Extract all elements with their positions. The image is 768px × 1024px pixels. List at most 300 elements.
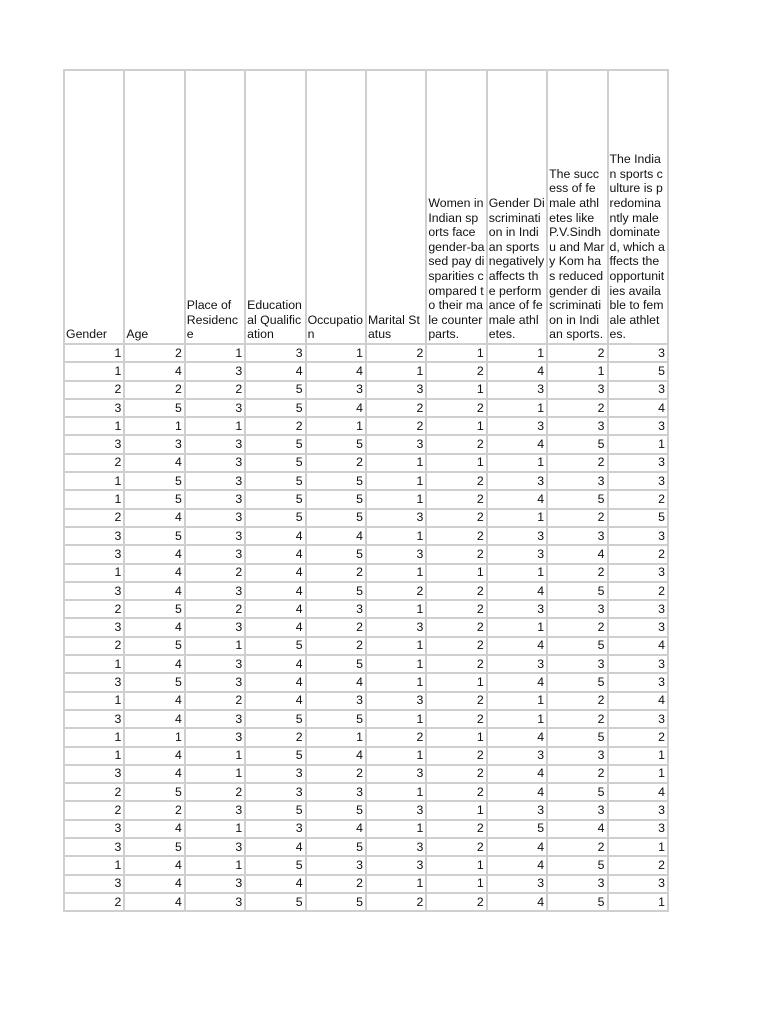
table-row — [64, 801, 668, 819]
table-cell: 2 — [426, 545, 486, 563]
table-cell: 1 — [487, 399, 547, 417]
table-cell: 4 — [306, 820, 366, 838]
table-cell: 3 — [547, 655, 607, 673]
table-cell: 1 — [426, 344, 486, 362]
table-cell: 3 — [608, 618, 668, 636]
table-cell: 2 — [366, 344, 426, 362]
table-cell: 5 — [245, 856, 305, 874]
table-cell: 1 — [124, 728, 184, 746]
table-cell: 3 — [366, 435, 426, 453]
table-cell: 5 — [306, 801, 366, 819]
table-cell: 5 — [245, 893, 305, 911]
table-row — [64, 673, 668, 691]
table-cell: 1 — [185, 747, 245, 765]
table-row — [64, 637, 668, 655]
table-cell: 1 — [608, 893, 668, 911]
table-cell: 2 — [64, 509, 124, 527]
table-cell: 2 — [547, 344, 607, 362]
table-cell: 2 — [547, 618, 607, 636]
table-cell: 3 — [487, 600, 547, 618]
table-cell: 2 — [426, 618, 486, 636]
table-cell: 1 — [487, 344, 547, 362]
table-row — [64, 820, 668, 838]
table-cell: 2 — [608, 582, 668, 600]
table-row — [64, 747, 668, 765]
table-cell: 4 — [487, 582, 547, 600]
table-cell: 4 — [306, 527, 366, 545]
table-cell: 4 — [306, 673, 366, 691]
table-cell: 3 — [185, 801, 245, 819]
table-row — [64, 490, 668, 508]
table-cell: 3 — [366, 381, 426, 399]
table-cell: 4 — [245, 600, 305, 618]
table-cell: 5 — [306, 582, 366, 600]
table-cell: 3 — [366, 618, 426, 636]
table-cell: 5 — [608, 362, 668, 380]
table-row — [64, 454, 668, 472]
table-cell: 5 — [245, 381, 305, 399]
table-body — [64, 344, 668, 911]
table-cell: 4 — [124, 875, 184, 893]
table-row — [64, 545, 668, 563]
table-cell: 1 — [366, 490, 426, 508]
table-cell: 3 — [547, 527, 607, 545]
table-cell: 3 — [185, 673, 245, 691]
table-cell: 2 — [306, 875, 366, 893]
table-row — [64, 728, 668, 746]
table-cell: 3 — [306, 783, 366, 801]
table-cell: 4 — [124, 710, 184, 728]
table-cell: 5 — [245, 801, 305, 819]
table-cell: 1 — [366, 747, 426, 765]
table-cell: 5 — [547, 783, 607, 801]
table-cell: 5 — [124, 783, 184, 801]
table-cell: 3 — [124, 435, 184, 453]
table-cell: 2 — [426, 490, 486, 508]
table-cell: 1 — [366, 710, 426, 728]
table-cell: 1 — [426, 728, 486, 746]
table-cell: 4 — [487, 435, 547, 453]
table-cell: 4 — [306, 362, 366, 380]
table-cell: 4 — [245, 838, 305, 856]
table-cell: 3 — [64, 527, 124, 545]
table-row — [64, 435, 668, 453]
table-cell: 2 — [426, 527, 486, 545]
table-cell: 5 — [306, 545, 366, 563]
table-cell: 1 — [608, 747, 668, 765]
survey-data-table — [63, 69, 669, 912]
table-cell: 4 — [487, 765, 547, 783]
header-gender-discrimination-performance: Gender Discrimination in Indian sports negatively affects the performance of female athletes. — [487, 70, 547, 344]
table-cell: 2 — [306, 454, 366, 472]
table-cell: 3 — [306, 600, 366, 618]
table-cell: 2 — [426, 838, 486, 856]
table-row — [64, 655, 668, 673]
table-cell: 4 — [487, 490, 547, 508]
table-cell: 1 — [306, 417, 366, 435]
table-cell: 3 — [185, 435, 245, 453]
table-cell: 3 — [608, 801, 668, 819]
table-cell: 2 — [185, 600, 245, 618]
header-pay-disparities: Women in Indian sports face gender-based pay disparities compared to their male counterparts. — [426, 70, 486, 344]
table-cell: 2 — [64, 381, 124, 399]
table-cell: 2 — [608, 545, 668, 563]
table-cell: 4 — [547, 545, 607, 563]
table-cell: 4 — [124, 509, 184, 527]
table-cell: 3 — [185, 893, 245, 911]
table-cell: 4 — [306, 747, 366, 765]
table-row — [64, 783, 668, 801]
table-cell: 3 — [64, 875, 124, 893]
table-cell: 3 — [245, 344, 305, 362]
table-cell: 5 — [124, 399, 184, 417]
table-row — [64, 893, 668, 911]
table-cell: 3 — [185, 838, 245, 856]
table-cell: 2 — [426, 747, 486, 765]
table-cell: 3 — [547, 381, 607, 399]
table-cell: 3 — [64, 838, 124, 856]
table-cell: 5 — [124, 527, 184, 545]
table-cell: 2 — [124, 381, 184, 399]
table-cell: 4 — [124, 765, 184, 783]
table-cell: 3 — [547, 417, 607, 435]
table-cell: 4 — [487, 728, 547, 746]
table-cell: 1 — [487, 710, 547, 728]
table-cell: 1 — [426, 856, 486, 874]
table-cell: 3 — [64, 710, 124, 728]
table-row — [64, 856, 668, 874]
table-cell: 1 — [487, 454, 547, 472]
table-cell: 5 — [124, 600, 184, 618]
table-cell: 3 — [185, 527, 245, 545]
table-row — [64, 399, 668, 417]
table-cell: 3 — [608, 820, 668, 838]
table-row — [64, 417, 668, 435]
table-cell: 3 — [487, 545, 547, 563]
table-cell: 3 — [487, 655, 547, 673]
table-cell: 2 — [185, 783, 245, 801]
table-cell: 5 — [306, 710, 366, 728]
table-cell: 1 — [64, 856, 124, 874]
table-cell: 1 — [426, 673, 486, 691]
table-cell: 2 — [306, 765, 366, 783]
table-cell: 3 — [64, 435, 124, 453]
table-cell: 5 — [547, 637, 607, 655]
table-cell: 4 — [124, 564, 184, 582]
table-cell: 1 — [366, 600, 426, 618]
table-cell: 5 — [245, 637, 305, 655]
table-cell: 3 — [366, 509, 426, 527]
table-cell: 5 — [306, 435, 366, 453]
table-cell: 1 — [64, 344, 124, 362]
table-cell: 2 — [547, 564, 607, 582]
table-cell: 1 — [64, 362, 124, 380]
table-cell: 4 — [245, 545, 305, 563]
table-cell: 1 — [64, 747, 124, 765]
table-cell: 3 — [185, 362, 245, 380]
table-cell: 4 — [487, 637, 547, 655]
table-cell: 5 — [306, 472, 366, 490]
table-cell: 2 — [426, 600, 486, 618]
table-row — [64, 381, 668, 399]
table-cell: 3 — [64, 673, 124, 691]
table-cell: 3 — [185, 655, 245, 673]
table-cell: 1 — [185, 344, 245, 362]
table-cell: 2 — [366, 893, 426, 911]
table-cell: 2 — [366, 582, 426, 600]
table-cell: 3 — [608, 454, 668, 472]
table-cell: 1 — [124, 417, 184, 435]
table-cell: 3 — [64, 765, 124, 783]
table-cell: 5 — [547, 490, 607, 508]
table-cell: 3 — [64, 399, 124, 417]
table-cell: 2 — [306, 618, 366, 636]
table-cell: 1 — [366, 454, 426, 472]
header-gender: Gender — [64, 70, 124, 344]
table-cell: 3 — [185, 618, 245, 636]
table-cell: 5 — [245, 399, 305, 417]
table-cell: 1 — [64, 655, 124, 673]
table-cell: 3 — [366, 765, 426, 783]
table-cell: 3 — [608, 710, 668, 728]
table-cell: 3 — [185, 509, 245, 527]
table-cell: 5 — [124, 490, 184, 508]
table-cell: 5 — [124, 637, 184, 655]
table-cell: 2 — [547, 509, 607, 527]
table-cell: 4 — [487, 783, 547, 801]
table-cell: 2 — [547, 838, 607, 856]
table-cell: 5 — [245, 472, 305, 490]
header-age: Age — [124, 70, 184, 344]
table-cell: 3 — [608, 600, 668, 618]
table-cell: 1 — [366, 875, 426, 893]
table-cell: 4 — [124, 618, 184, 636]
table-cell: 1 — [366, 362, 426, 380]
table-row — [64, 509, 668, 527]
table-row — [64, 600, 668, 618]
table-cell: 3 — [487, 417, 547, 435]
table-cell: 2 — [547, 765, 607, 783]
table-cell: 3 — [487, 747, 547, 765]
table-cell: 5 — [306, 838, 366, 856]
table-cell: 2 — [366, 728, 426, 746]
table-cell: 1 — [185, 820, 245, 838]
table-cell: 4 — [124, 362, 184, 380]
table-cell: 1 — [487, 564, 547, 582]
table-cell: 2 — [426, 582, 486, 600]
table-cell: 1 — [366, 820, 426, 838]
table-cell: 5 — [245, 490, 305, 508]
table-cell: 1 — [306, 728, 366, 746]
table-cell: 4 — [245, 692, 305, 710]
table-cell: 2 — [124, 344, 184, 362]
table-cell: 5 — [487, 820, 547, 838]
table-cell: 5 — [306, 490, 366, 508]
table-cell: 3 — [185, 582, 245, 600]
table-cell: 1 — [366, 673, 426, 691]
table-cell: 1 — [426, 875, 486, 893]
table-cell: 3 — [64, 820, 124, 838]
table-cell: 3 — [547, 472, 607, 490]
table-cell: 3 — [185, 728, 245, 746]
table-cell: 2 — [426, 783, 486, 801]
header-occupation: Occupation — [306, 70, 366, 344]
table-cell: 5 — [245, 454, 305, 472]
header-row — [64, 70, 668, 344]
table-cell: 1 — [64, 472, 124, 490]
table-cell: 3 — [608, 875, 668, 893]
table-cell: 1 — [185, 856, 245, 874]
table-row — [64, 765, 668, 783]
table-cell: 3 — [366, 545, 426, 563]
table-cell: 5 — [547, 728, 607, 746]
table-cell: 3 — [306, 692, 366, 710]
table-cell: 1 — [366, 783, 426, 801]
table-cell: 3 — [306, 381, 366, 399]
table-cell: 2 — [426, 820, 486, 838]
table-cell: 1 — [608, 838, 668, 856]
table-row — [64, 472, 668, 490]
table-cell: 2 — [306, 637, 366, 655]
table-cell: 1 — [487, 692, 547, 710]
table-cell: 5 — [245, 710, 305, 728]
table-row — [64, 564, 668, 582]
table-cell: 3 — [487, 801, 547, 819]
table-cell: 3 — [547, 747, 607, 765]
table-cell: 2 — [366, 399, 426, 417]
table-cell: 4 — [245, 362, 305, 380]
table-cell: 2 — [185, 692, 245, 710]
table-cell: 3 — [608, 344, 668, 362]
table-cell: 4 — [487, 856, 547, 874]
table-cell: 1 — [64, 564, 124, 582]
table-cell: 1 — [487, 509, 547, 527]
table-row — [64, 344, 668, 362]
table-cell: 3 — [608, 381, 668, 399]
table-cell: 1 — [426, 381, 486, 399]
table-cell: 5 — [245, 435, 305, 453]
table-cell: 1 — [185, 417, 245, 435]
table-cell: 4 — [124, 582, 184, 600]
table-cell: 3 — [185, 399, 245, 417]
table-cell: 1 — [185, 637, 245, 655]
table-cell: 4 — [124, 856, 184, 874]
table-cell: 2 — [64, 801, 124, 819]
table-cell: 2 — [426, 362, 486, 380]
table-cell: 2 — [426, 893, 486, 911]
table-cell: 2 — [426, 509, 486, 527]
table-cell: 2 — [245, 417, 305, 435]
table-cell: 3 — [185, 472, 245, 490]
table-cell: 4 — [487, 893, 547, 911]
table-cell: 5 — [608, 509, 668, 527]
table-cell: 1 — [547, 362, 607, 380]
table-cell: 3 — [547, 600, 607, 618]
table-cell: 3 — [366, 838, 426, 856]
table-cell: 4 — [608, 783, 668, 801]
table-cell: 3 — [64, 545, 124, 563]
table-row — [64, 362, 668, 380]
table-cell: 1 — [366, 472, 426, 490]
table-cell: 4 — [124, 454, 184, 472]
table-row — [64, 710, 668, 728]
table-cell: 2 — [245, 728, 305, 746]
table-cell: 5 — [547, 435, 607, 453]
table-cell: 4 — [547, 820, 607, 838]
table-cell: 4 — [245, 655, 305, 673]
table-cell: 4 — [245, 875, 305, 893]
table-cell: 3 — [487, 472, 547, 490]
table-cell: 1 — [64, 490, 124, 508]
table-cell: 1 — [487, 618, 547, 636]
table-cell: 2 — [426, 655, 486, 673]
table-cell: 5 — [245, 509, 305, 527]
table-cell: 4 — [608, 399, 668, 417]
table-cell: 2 — [547, 399, 607, 417]
table-cell: 2 — [64, 783, 124, 801]
table-row — [64, 582, 668, 600]
table-cell: 5 — [306, 893, 366, 911]
table-cell: 3 — [487, 381, 547, 399]
header-marital-status: Marital Status — [366, 70, 426, 344]
table-cell: 3 — [366, 801, 426, 819]
table-cell: 3 — [608, 527, 668, 545]
table-cell: 4 — [608, 637, 668, 655]
table-cell: 1 — [608, 435, 668, 453]
table-cell: 3 — [64, 582, 124, 600]
table-cell: 2 — [64, 454, 124, 472]
header-educational-qualification: Educational Qualification — [245, 70, 305, 344]
table-cell: 4 — [245, 564, 305, 582]
table-cell: 2 — [64, 637, 124, 655]
table-cell: 5 — [306, 509, 366, 527]
table-cell: 2 — [306, 564, 366, 582]
table-row — [64, 527, 668, 545]
table-cell: 2 — [64, 600, 124, 618]
table-cell: 3 — [185, 710, 245, 728]
table-cell: 4 — [306, 399, 366, 417]
table-cell: 2 — [426, 472, 486, 490]
table-cell: 3 — [547, 875, 607, 893]
table-cell: 1 — [426, 454, 486, 472]
header-male-dominated-culture: The Indian sports culture is predominantly male dominated, which affects the opportunities available to female athletes. — [608, 70, 668, 344]
table-cell: 4 — [124, 655, 184, 673]
table-cell: 4 — [245, 618, 305, 636]
header-success-reduced-discrimination: The success of female athletes like P.V.Sindhu and Mary Kom has reduced gender discrimination in Indian sports. — [547, 70, 607, 344]
table-cell: 4 — [124, 692, 184, 710]
table-cell: 1 — [366, 655, 426, 673]
table-cell: 1 — [64, 728, 124, 746]
table-cell: 4 — [245, 582, 305, 600]
table-cell: 1 — [366, 564, 426, 582]
table-cell: 2 — [124, 801, 184, 819]
table-cell: 3 — [245, 765, 305, 783]
table-row — [64, 875, 668, 893]
table-cell: 2 — [185, 564, 245, 582]
table-cell: 5 — [547, 893, 607, 911]
table-cell: 2 — [608, 728, 668, 746]
table-cell: 2 — [426, 399, 486, 417]
table-cell: 5 — [306, 655, 366, 673]
table-cell: 3 — [487, 875, 547, 893]
table-row — [64, 618, 668, 636]
table-cell: 2 — [608, 490, 668, 508]
table-cell: 3 — [185, 490, 245, 508]
table-cell: 3 — [547, 801, 607, 819]
table-cell: 3 — [185, 545, 245, 563]
table-cell: 3 — [245, 820, 305, 838]
header-place-of-residence: Place of Residence — [185, 70, 245, 344]
